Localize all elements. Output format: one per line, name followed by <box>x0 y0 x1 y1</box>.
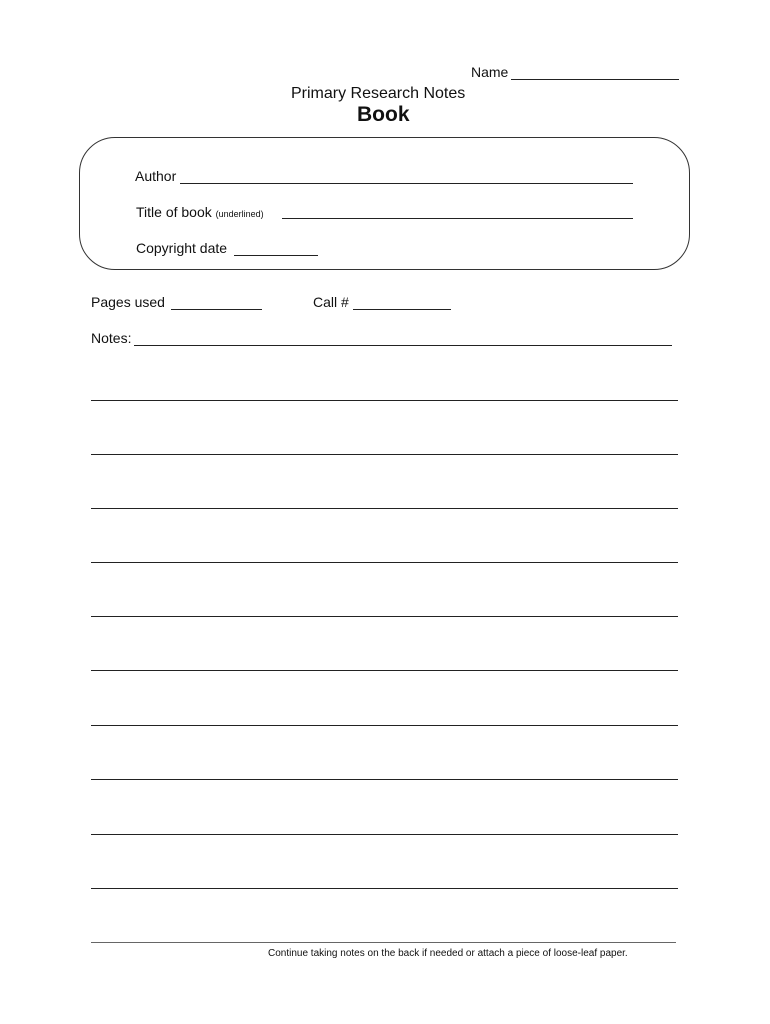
footer-note: Continue taking notes on the back if needed or attach a piece of loose-leaf paper. <box>268 948 628 959</box>
footer-divider <box>91 942 676 943</box>
copyright-field[interactable] <box>234 255 318 256</box>
call-number-field[interactable] <box>353 309 451 310</box>
title-field[interactable] <box>282 218 633 219</box>
notes-label: Notes: <box>91 330 132 346</box>
pages-used-label: Pages used <box>91 294 165 310</box>
worksheet-subtitle: Primary Research Notes <box>291 85 466 102</box>
notes-line[interactable] <box>91 454 678 455</box>
notes-line[interactable] <box>91 725 678 726</box>
notes-line[interactable] <box>91 616 678 617</box>
worksheet-title: Book <box>357 103 410 126</box>
notes-field-first-line[interactable] <box>134 345 672 346</box>
notes-line[interactable] <box>91 400 678 401</box>
notes-line[interactable] <box>91 670 678 671</box>
title-label <box>136 204 264 220</box>
notes-line[interactable] <box>91 508 678 509</box>
author-label: Author <box>135 168 177 184</box>
call-number-label: Call # <box>313 294 349 310</box>
notes-line[interactable] <box>91 888 678 889</box>
title-of-book-label: Title of book <box>136 204 212 220</box>
notes-line[interactable] <box>91 779 678 780</box>
copyright-label: Copyright date <box>136 240 228 256</box>
name-field[interactable] <box>511 79 679 80</box>
name-label: Name <box>471 64 509 80</box>
notes-line[interactable] <box>91 834 678 835</box>
author-field[interactable] <box>180 183 633 184</box>
title-underlined-note: (underlined) <box>215 209 264 219</box>
pages-used-field[interactable] <box>171 309 262 310</box>
notes-line[interactable] <box>91 562 678 563</box>
